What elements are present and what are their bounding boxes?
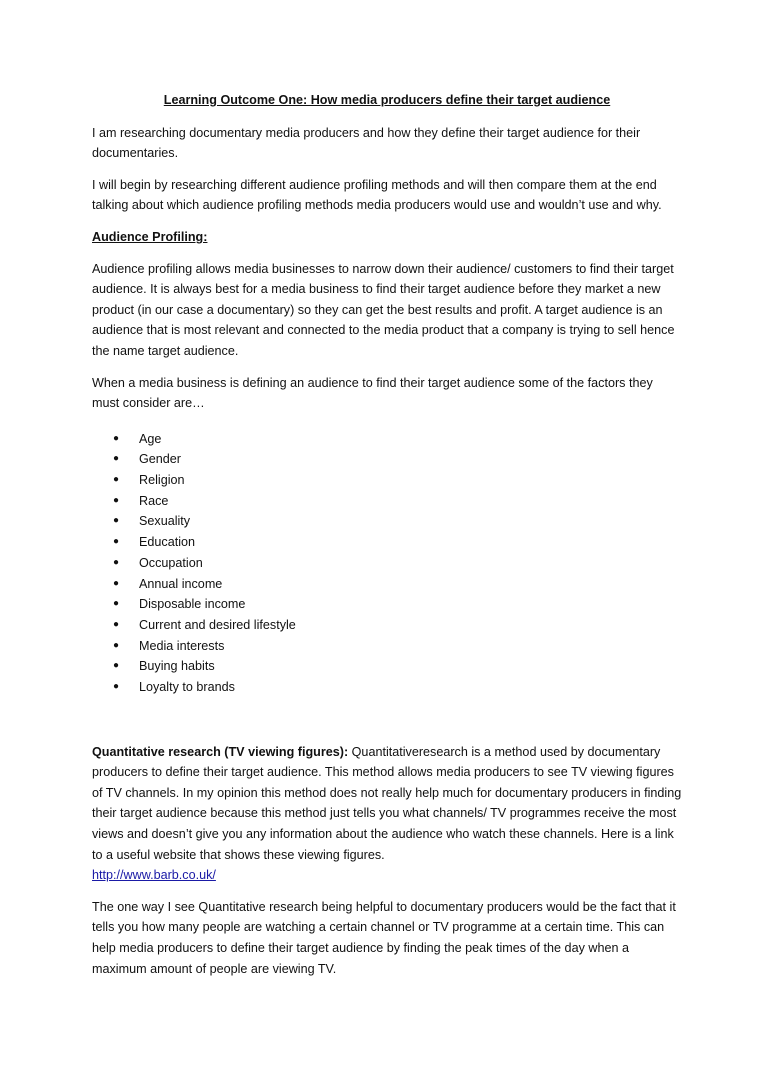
bullet-icon: ●	[113, 432, 120, 444]
bullet-icon: ●	[113, 598, 120, 610]
bullet-icon: ●	[113, 556, 120, 568]
list-item: ● Sexuality	[92, 511, 682, 532]
list-item: ● Current and desired lifestyle	[92, 615, 682, 636]
list-item: ● Loyalty to brands	[92, 677, 682, 698]
list-item: ● Gender	[92, 449, 682, 470]
list-item: ● Disposable income	[92, 594, 682, 615]
audience-profiling-paragraph-2: When a media business is defining an audience to find their target audience some of the factors they must consider are…	[92, 375, 653, 411]
list-item: ● Religion	[92, 470, 682, 491]
bullet-icon: ●	[113, 618, 120, 630]
audience-profiling-heading: Audience Profiling:	[92, 229, 208, 244]
bullet-icon: ●	[113, 577, 120, 589]
bullet-icon: ●	[113, 494, 120, 506]
quantitative-paragraph-1	[92, 742, 682, 886]
bullet-icon: ●	[113, 536, 120, 548]
bullet-icon: ●	[113, 515, 120, 527]
list-item: ● Occupation	[92, 553, 682, 574]
list-item: ● Media interests	[92, 636, 682, 657]
bullet-icon: ●	[113, 453, 120, 465]
list-item: ● Annual income	[92, 574, 682, 595]
quantitative-paragraph-2: The one way I see Quantitative research being helpful to documentary producers would be the fact that it tells you how many people are watching a certain channel or TV programme at a certain time. This can help media producers to define their target audience by finding the peak times of the day when a maximum amount of people are viewing TV.	[92, 899, 676, 976]
factors-list	[92, 425, 682, 698]
intro-paragraph-1: I am researching documentary media producers and how they define their target audience for their documentaries.	[92, 125, 641, 161]
bullet-icon: ●	[113, 474, 120, 486]
list-item: ● Age	[92, 429, 682, 450]
bullet-icon: ●	[113, 639, 120, 651]
list-item: ● Race	[92, 491, 682, 512]
list-item: ● Buying habits	[92, 656, 682, 677]
bullet-icon: ●	[113, 660, 120, 672]
barb-link[interactable]: http://www.barb.co.uk/	[92, 868, 216, 883]
bullet-icon: ●	[113, 680, 120, 692]
quantitative-heading: Quantitative research (TV viewing figures):	[92, 744, 349, 759]
document-title: Learning Outcome One: How media producers define their target audience	[163, 93, 611, 107]
audience-profiling-paragraph-1: Audience profiling allows media businesses to narrow down their audience/ customers to find their target audience. It is always best for a media business to find their target audience before they market a new product (in our case a documentary) so they can get the best results and profit. A target audience is an audience that is most relevant and connected to the media product that a company is trying to sell hence the name target audience.	[92, 261, 675, 358]
document-page	[92, 90, 682, 990]
intro-paragraph-2: I will begin by researching different audience profiling methods and will then compare them at the end talking about which audience profiling methods media producers would use and wouldn’t use and why.	[92, 177, 662, 213]
section-spacer	[92, 698, 682, 742]
list-item: ● Education	[92, 532, 682, 553]
quantitative-body: Quantitativeresearch is a method used by documentary producers to define their target audience. This method allows media producers to see TV viewing figures of TV channels. In my opinion this method does not really help much for documentary producers in finding their target audience because this method just tells you what channels/ TV programmes receive the most views and doesn’t give you any information about the audience who watch these channels. Here is a link to a useful website that shows these viewing figures.	[92, 744, 682, 862]
